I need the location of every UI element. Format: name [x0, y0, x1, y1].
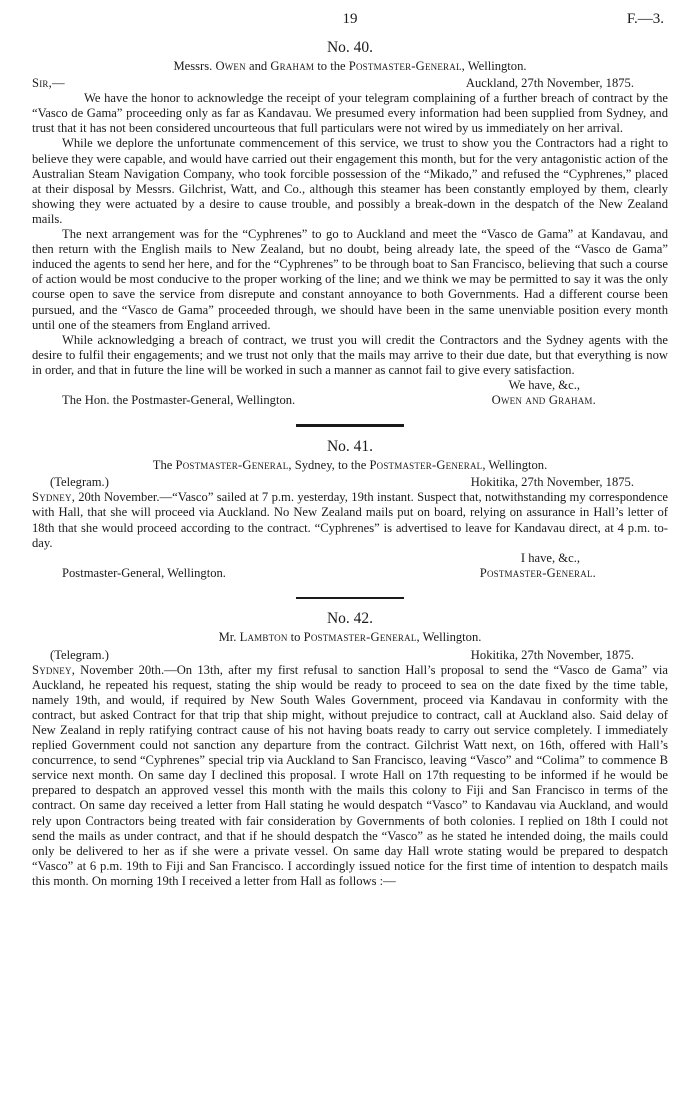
closing: I have, &c., [520, 550, 580, 565]
paragraph [32, 490, 668, 550]
paragraph: While we deplore the unfortunate commencement of this service, we trust to show you the Contractors had a right to believe they were capable, and would have carried out their engagement this month, but for the very antagonistic action of the Australian Steam Navigation Company, who took forcible possession of the “Mikado,” and refused the “Cyphrenes,” placed at their disposal by Messrs. Gilchrist, Watt, and Co., although this steamer has been constantly employed by them, clearly showing they were actuated by a desire to cause trouble, and possibly a break-down in the despatch of the New Zealand mails. [32, 136, 668, 226]
document-reference: F.—3. [626, 11, 664, 27]
telegram-row [32, 475, 668, 490]
caption-name: Owen [215, 59, 246, 73]
caption-text: to [287, 630, 304, 645]
salutation-row [32, 76, 668, 91]
place-date: Auckland, 27th November, 1875. [465, 76, 634, 91]
paragraph: We have the honor to acknowledge the receipt of your telegram complaining of a further breach of contract by the “Vasco de Gama” proceeding only as far as Kandavau. We presumed every information had been supplied from Sydney, and trust that it has not been considered uncourteous that full particulars were not wired by us immediately on her arrival. [32, 91, 668, 136]
caption-text: The [152, 458, 176, 473]
page-header [32, 12, 668, 34]
section-number: No. 40. [326, 39, 374, 56]
telegram-row [32, 648, 668, 663]
place-date: Hokitika, 27th November, 1875. [470, 475, 634, 490]
section-number: No. 42. [326, 610, 374, 628]
caption-name: Postmaster-General [369, 458, 483, 473]
telegram-label: (Telegram.) [50, 475, 109, 490]
addressee: The Hon. the Postmaster-General, Wellington. [62, 393, 296, 408]
section-divider [296, 597, 404, 600]
section-caption [32, 458, 668, 473]
signature-row [32, 566, 668, 581]
section-no-40 [32, 38, 668, 408]
caption-name: Postmaster-General [348, 59, 462, 73]
caption-name: Postmaster-General [175, 458, 289, 473]
opening-place: Sydney [32, 662, 72, 677]
signature: Postmaster-General. [479, 565, 596, 580]
caption-text: , Sydney, to the [288, 458, 370, 473]
paragraph-text: , 20th November.—“Vasco” sailed at 7 p.m. yesterday, 19th instant. Suspect that, notwithstanding my correspondence with Hall, that she will proceed via Auckland. No New Zealand mails put on board, relying on assurance in Hall’s letter of 18th that she would proceed according to the contract. “Cyphrenes” is advertised to leave for Kandavau direct, at 4 p.m. to-day. [32, 490, 668, 550]
paragraph: While acknowledging a breach of contract, we trust you will credit the Contractors and the Sydney agents with the desire to fulfil their engagements; and we trust not only that the mails may arrive to their due date, but that everything is now in order, and that in future the line will be worked in such a manner as cannot fail to give every satisfaction. [32, 332, 668, 377]
section-no-42 [32, 609, 668, 889]
caption-text: , Wellington. [416, 630, 482, 645]
caption-text: , Wellington. [482, 458, 548, 473]
place-date: Hokitika, 27th November, 1875. [470, 647, 634, 662]
caption-text: and [245, 59, 271, 73]
section-caption [32, 59, 668, 74]
section-caption [32, 630, 668, 645]
document-page [32, 12, 668, 889]
caption-text: to the [314, 59, 349, 73]
paragraph [32, 663, 668, 889]
section-no-41 [32, 437, 668, 581]
telegram-label: (Telegram.) [50, 647, 109, 662]
closing: We have, &c., [508, 377, 580, 392]
salutation: Sir,— [32, 76, 65, 91]
section-divider [296, 424, 404, 427]
section-number: No. 41. [326, 438, 374, 456]
opening-place: Sydney [32, 490, 72, 505]
addressee: Postmaster-General, Wellington. [62, 565, 226, 580]
signature-row [32, 393, 668, 408]
caption-text: Mr. [218, 630, 240, 645]
caption-name: Postmaster-General [303, 630, 417, 645]
page-number: 19 [342, 11, 358, 27]
paragraph-text: , November 20th.—On 13th, after my first refusal to sanction Hall’s proposal to send the “Vasco de Gama” via Auckland, he repeated his request, stating the ship would be ready to proceed to sea on the date fixed by the time table, namely 19th, and would, if required by New South Wales Government, proceed via Kandavau in conformity with the contract, but asked Contract for that trip that ship might, without prejudice to contract, call at Auckland also. Said delay of New Zealand in reply ratifying contract cause of his not having boats ready to carry out service completely. I immediately replied Government could not sanction any departure from the contract. Gilchrist Watt next, on 16th, offered with Hall’s concurrence, to send “Cyphrenes” special trip via Auckland to San Francisco, leaving “Vasco” and “Colima” to commence B service next month. On same day I declined this proposal. I wrote Hall on 17th requesting to be informed if he would be prepared to despatch an approved vessel this month with the mails this colony to Fiji and San Francisco in terms of the contract. On same day received a letter from Hall stating he would despatch “Vasco” to Kandavau via Auckland, and would rely upon Contractors being treated with fair consideration by Governments of both colonies. I replied on 18th I could not send the mails as under contract, and that if he should despatch the “Vasco” as he stated he intended doing, the mails could only be delivered to her as if she were a private vessel. On same day Hall wrote stating would be prepared to despatch “Vasco” at 6 p.m. 19th to Fiji and San Francisco. I accordingly issued notice for the first time of intention to despatch mails this month. On morning 19th I received a letter from Hall as follows :— [32, 662, 668, 888]
signature: Owen and Graham. [491, 393, 596, 408]
caption-text: Messrs. [173, 59, 216, 73]
caption-text: , Wellington. [461, 59, 527, 73]
caption-name: Graham [270, 59, 315, 73]
paragraph: The next arrangement was for the “Cyphrenes” to go to Auckland and meet the “Vasco de Gama” at Kandavau, and then return with the English mails to New Zealand, but no doubt, being already late, the speed of the “Vasco de Gama” induced the agents to send her here, and for the “Cyphrenes” to be through boat to San Francisco, believing that such a course of action would be most conducive to the proper working of the line; and we think we may be permitted to say it was the only course open to save the service from disrepute and constant annoyance to both Governments. Had a different course been pursued, and the “Vasco de Gama” proceeded through, we should have been in the same unenviable position every month until one of the steamers from England arrived. [32, 227, 668, 332]
caption-name: Lambton [239, 630, 288, 645]
